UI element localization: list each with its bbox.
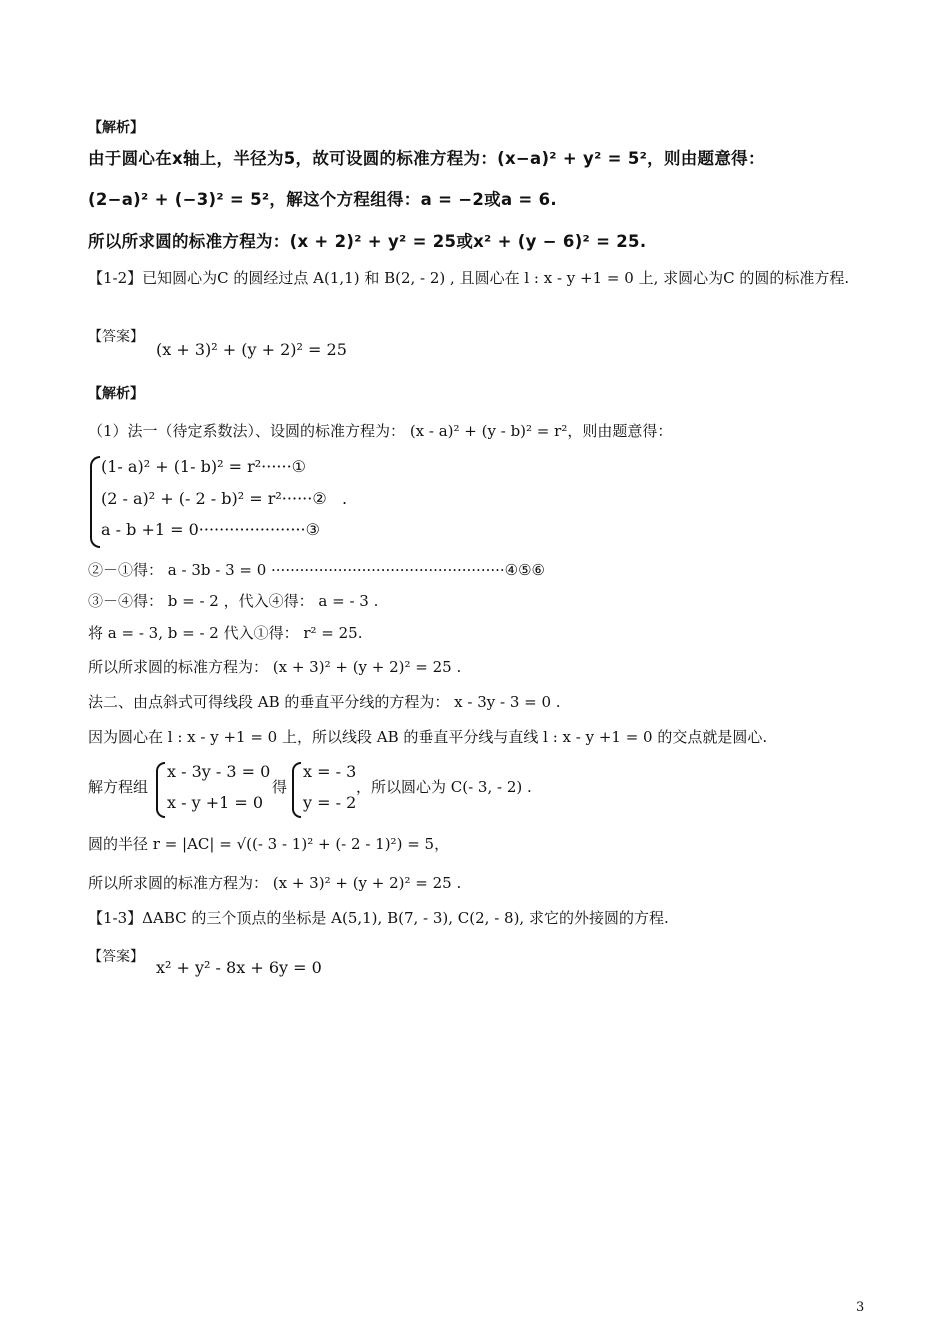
radius-line: 圆的半径 r = |AC| = √((- 3 - 1)² + (- 2 - 1)²) = 5， [88, 835, 450, 853]
derivation-3: 将 a = - 3, b = - 2 代入①得： r² = 25. [88, 624, 363, 642]
system-eq-1: (1- a)² + (1- b)² = r²······① [101, 457, 306, 476]
answer-equation: x² + y² - 8x + 6y = 0 [156, 958, 322, 977]
answer-equation: (x + 3)² + (y + 2)² = 25 [156, 340, 347, 359]
derivation-1: ②－①得： a - 3b - 3 = 0 ·················································④⑤⑥ [88, 561, 546, 579]
system-3-eq-2: y = - 2 [303, 793, 357, 812]
analysis-line-3: 所以所求圆的标准方程为：(x + 2)² + y² = 25或x² + (y − 6)² = 25. [88, 232, 647, 251]
final-equation: 所以所求圆的标准方程为： (x + 3)² + (y + 2)² = 25 . [88, 874, 462, 892]
system-eq-2: (2 - a)² + (- 2 - b)² = r²······② [101, 489, 327, 508]
problem-1-2-question: 【1-2】已知圆心为C 的圆经过点 A(1,1) 和 B(2, - 2) , 且圆心在 l : x - y +1 = 0 上, 求圆心为C 的圆的标准方程. [88, 269, 850, 287]
solve-label: 解方程组 [88, 778, 149, 796]
analysis-tag: 【解析】 [88, 120, 144, 136]
derivation-2: ③－④得： b = - 2 ，代入④得： a = - 3 . [88, 592, 379, 610]
analysis-line-1: 由于圆心在x轴上，半径为5，故可设圆的标准方程为：(x−a)² + y² = 5²，则由题意得： [88, 149, 765, 168]
system-2-eq-2: x - y +1 = 0 [167, 793, 264, 812]
system-brace [90, 456, 100, 548]
center-result: ，所以圆心为 C(- 3, - 2) . [356, 778, 532, 796]
method-2-line-1: 法二、由点斜式可得线段 AB 的垂直平分线的方程为： x - 3y - 3 = 0 . [88, 693, 561, 711]
system-3-brace [292, 762, 301, 818]
system-eq-3: a - b +1 = 0·····················③ [101, 520, 320, 539]
answer-tag: 【答案】 [88, 329, 144, 345]
analysis-tag: 【解析】 [88, 386, 144, 402]
system-3-eq-1: x = - 3 [303, 762, 357, 781]
system-2-brace [156, 762, 165, 818]
problem-1-3-question: 【1-3】ΔABC 的三个顶点的坐标是 A(5,1), B(7, - 3), C(2, - 8), 求它的外接圆的方程. [88, 909, 669, 927]
answer-tag: 【答案】 [88, 949, 144, 965]
page-number: 3 [856, 1300, 865, 1315]
method-1-intro: （1）法一（待定系数法）、设圆的标准方程为： (x - a)² + (y - b)² = r²，则由题意得： [88, 422, 673, 440]
analysis-line-2: (2−a)² + (−3)² = 5²，解这个方程组得：a = −2或a = 6. [88, 190, 557, 209]
method-2-line-2: 因为圆心在 l : x - y +1 = 0 上，所以线段 AB 的垂直平分线与直线 l : x - y +1 = 0 的交点就是圆心. [88, 728, 768, 746]
derivation-4: 所以所求圆的标准方程为： (x + 3)² + (y + 2)² = 25 . [88, 658, 462, 676]
system-period: . [342, 489, 348, 508]
system-2-eq-1: x - 3y - 3 = 0 [167, 762, 271, 781]
de-label: 得 [272, 778, 288, 796]
